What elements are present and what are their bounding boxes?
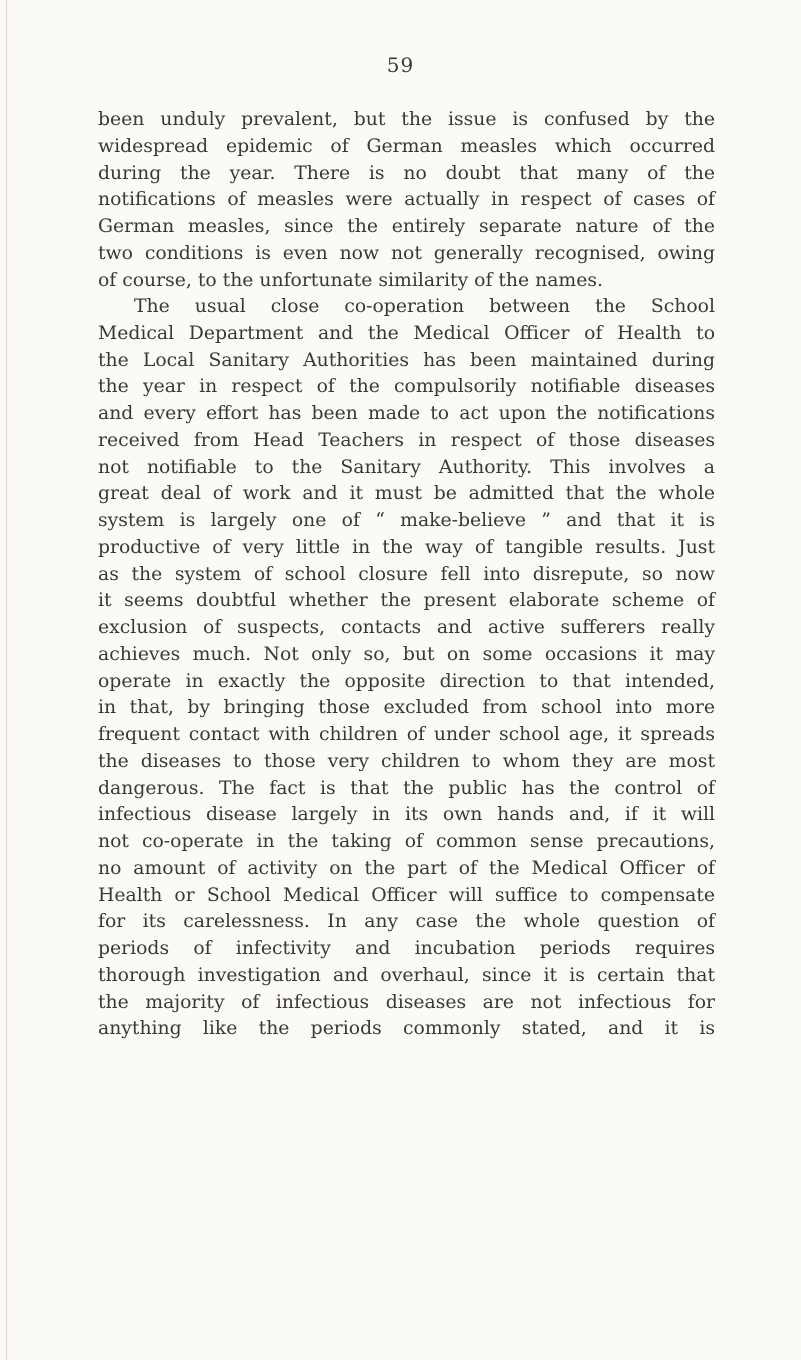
text-line: infectious disease largely in its own hands and, if it will xyxy=(98,804,715,826)
text-line: not notifiable to the Sanitary Authority. This involves a xyxy=(98,456,715,478)
text-line: of course, to the unfortunate similarity of the names. xyxy=(98,269,603,291)
text-line: great deal of work and it must be admitted that the whole xyxy=(98,483,715,505)
text-line: notifications of measles were actually in respect of cases of xyxy=(98,189,715,211)
text-line: Medical Department and the Medical Officer of Health to xyxy=(98,322,715,344)
text-line: no amount of activity on the part of the Medical Officer of xyxy=(98,857,715,879)
text-line: been unduly prevalent, but the issue is confused by the xyxy=(98,109,715,130)
text-line: the diseases to those very children to whom they are most xyxy=(98,750,715,772)
text-line: operate in exactly the opposite direction to that intended, xyxy=(98,670,715,692)
text-line: received from Head Teachers in respect of those diseases xyxy=(98,429,715,451)
text-line: in that, by bringing those excluded from school into more xyxy=(98,697,715,719)
text-line: The usual close co-operation between the School xyxy=(134,296,715,317)
text-line: widespread epidemic of German measles which occurred xyxy=(98,135,715,157)
text-line: for its carelessness. In any case the whole question of xyxy=(98,911,715,933)
text-line: productive of very little in the way of tangible results. Just xyxy=(98,536,715,558)
text-line: periods of infectivity and incubation periods requires xyxy=(98,938,715,959)
text-line: Health or School Medical Officer will suffice to compensate xyxy=(98,884,715,906)
text-line: as the system of school closure fell into disrepute, so now xyxy=(98,563,715,585)
text-line: during the year. There is no doubt that many of the xyxy=(98,162,715,184)
text-line: exclusion of suspects, contacts and active sufferers really xyxy=(98,617,715,638)
text-line: achieves much. Not only so, but on some occasions it may xyxy=(98,643,715,665)
paragraph-co-operation xyxy=(98,294,715,1043)
paragraph-measles xyxy=(98,107,715,294)
text-line: the year in respect of the compulsorily notifiable diseases xyxy=(98,376,715,398)
text-line: system is largely one of “ make-believe ” and that it is xyxy=(98,510,715,531)
text-line: anything like the periods commonly stated, and it is xyxy=(98,1018,715,1040)
text-line: it seems doubtful whether the present elaborate scheme of xyxy=(98,590,715,612)
page-edge-line xyxy=(6,0,7,1360)
text-line: the Local Sanitary Authorities has been maintained during xyxy=(98,349,715,371)
text-line: the majority of infectious diseases are not infectious for xyxy=(98,991,715,1013)
page-number: 59 xyxy=(386,53,415,77)
text-line: dangerous. The fact is that the public has the control of xyxy=(98,777,715,799)
text-line: not co-operate in the taking of common sense precautions, xyxy=(98,831,715,852)
text-line: two conditions is even now not generally recognised, owing xyxy=(98,242,715,264)
text-line: and every effort has been made to act upon the notifications xyxy=(98,403,715,424)
text-line: frequent contact with children of under school age, it spreads xyxy=(98,724,715,745)
text-line: thorough investigation and overhaul, since it is certain that xyxy=(98,964,715,986)
text-line: German measles, since the entirely separate nature of the xyxy=(98,216,715,237)
